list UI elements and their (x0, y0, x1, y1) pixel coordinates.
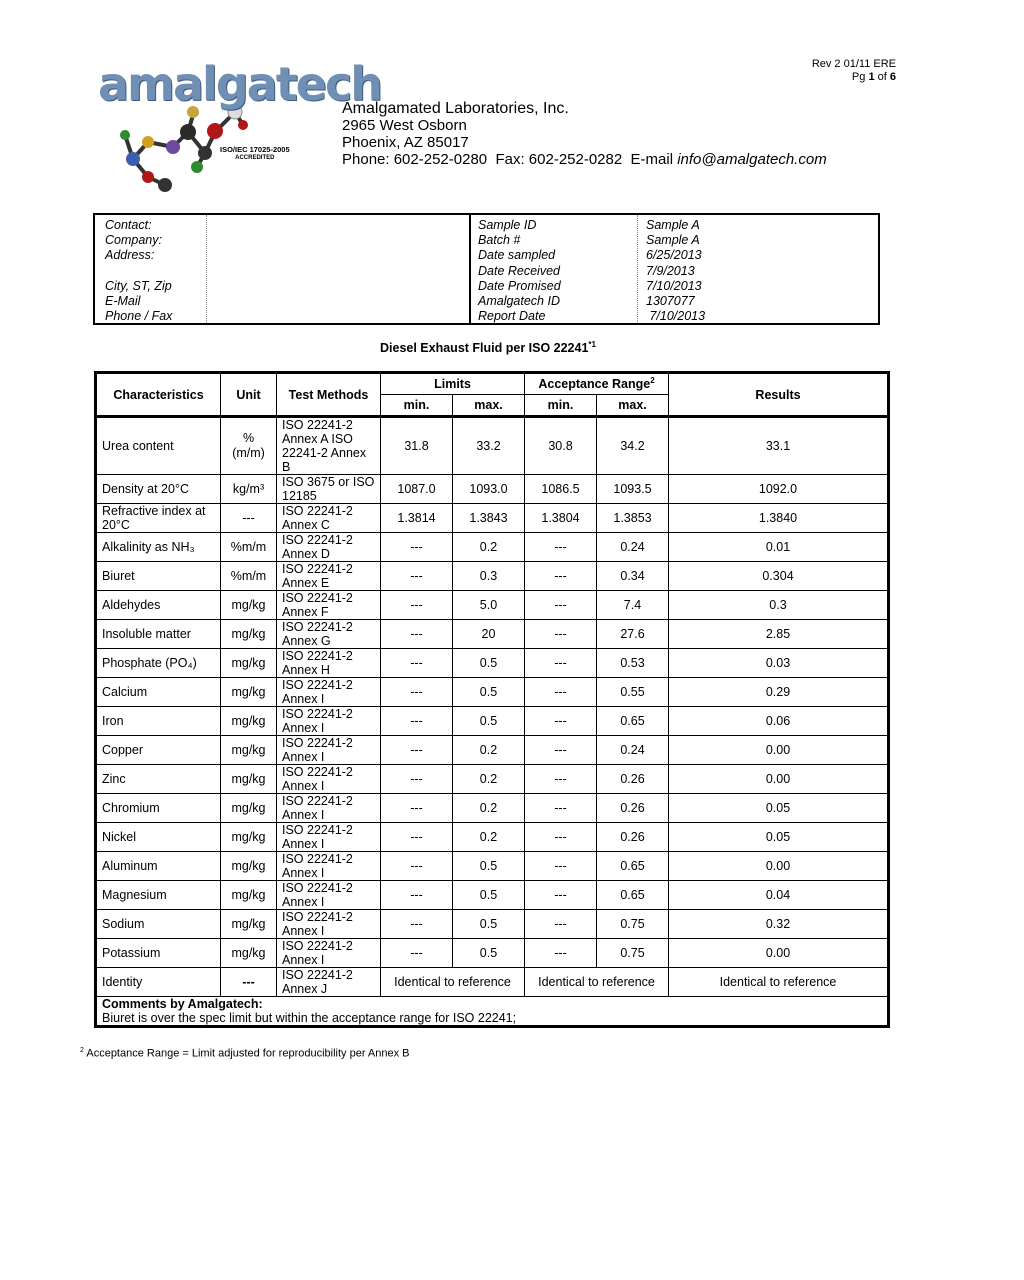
table-row (96, 823, 889, 852)
cell-acceptance-min: --- (525, 852, 597, 881)
cell-method: ISO 22241-2 Annex I (277, 881, 381, 910)
cell-limits: Identical to reference (381, 968, 525, 997)
cell-result: 0.29 (669, 678, 889, 707)
divider (206, 215, 207, 323)
cell-method: ISO 22241-2 Annex I (277, 823, 381, 852)
lab-contact-line: Phone: 602-252-0280 Fax: 602-252-0282 E-mail info@amalgatech.com (342, 151, 827, 168)
cell-unit: % (m/m) (221, 417, 277, 475)
table-header (96, 373, 889, 417)
cell-acceptance-min: 1.3804 (525, 504, 597, 533)
table-row (96, 591, 889, 620)
cell-characteristic: Sodium (96, 910, 221, 939)
cell-limit-min: 1.3814 (381, 504, 453, 533)
cell-result: 0.05 (669, 823, 889, 852)
cell-method: ISO 22241-2 Annex J (277, 968, 381, 997)
cell-acceptance-min: 1086.5 (525, 475, 597, 504)
cell-unit: --- (221, 504, 277, 533)
client-label (105, 264, 205, 279)
col-limits-max: max. (453, 395, 525, 417)
sample-value: 7/10/2013 (646, 309, 706, 324)
cell-acceptance-max: 1.3853 (597, 504, 669, 533)
client-label: Company: (105, 233, 162, 248)
cell-characteristic: Nickel (96, 823, 221, 852)
cell-limit-max: 33.2 (453, 417, 525, 475)
cell-method: ISO 22241-2 Annex A ISO 22241-2 Annex B (277, 417, 381, 475)
cell-limit-min: --- (381, 881, 453, 910)
client-value (213, 309, 463, 324)
cell-method: ISO 22241-2 Annex E (277, 562, 381, 591)
cell-result: 0.04 (669, 881, 889, 910)
cell-limit-min: --- (381, 591, 453, 620)
cell-acceptance-max: 0.24 (597, 533, 669, 562)
cell-result: 0.00 (669, 736, 889, 765)
cell-limit-min: --- (381, 620, 453, 649)
report-title: Diesel Exhaust Fluid per ISO 22241$^{*1}$ (380, 340, 596, 356)
table-row (96, 910, 889, 939)
col-acceptance-min: min. (525, 395, 597, 417)
cell-acceptance-max: 0.53 (597, 649, 669, 678)
cell-limit-min: --- (381, 765, 453, 794)
cell-acceptance-max: 0.24 (597, 736, 669, 765)
cell-result: Identical to reference (669, 968, 889, 997)
table-row (96, 736, 889, 765)
cell-characteristic: Chromium (96, 794, 221, 823)
table-row (96, 620, 889, 649)
cell-limit-max: 0.2 (453, 823, 525, 852)
sample-value: 6/25/2013 (646, 248, 702, 263)
cell-acceptance-min: --- (525, 591, 597, 620)
sample-value: Sample A (646, 218, 700, 232)
cell-unit: %m/m (221, 533, 277, 562)
cell-unit: mg/kg (221, 736, 277, 765)
cell-limit-min: --- (381, 910, 453, 939)
client-value (213, 233, 463, 248)
col-characteristics: Characteristics (96, 373, 221, 417)
cell-characteristic: Magnesium (96, 881, 221, 910)
cell-acceptance-min: --- (525, 794, 597, 823)
cell-result: 0.00 (669, 852, 889, 881)
cell-acceptance-min: --- (525, 881, 597, 910)
cell-result: 0.00 (669, 765, 889, 794)
col-acceptance-max: max. (597, 395, 669, 417)
lab-email-link[interactable]: info@amalgatech.com (677, 151, 827, 168)
footnote: $^2$ Acceptance Range = Limit adjusted for reproducibility per Annex B (80, 1047, 410, 1060)
cell-characteristic: Aluminum (96, 852, 221, 881)
col-test-methods: Test Methods (277, 373, 381, 417)
cell-limit-max: 0.5 (453, 678, 525, 707)
cell-limit-min: --- (381, 707, 453, 736)
table-row (96, 678, 889, 707)
cell-unit: mg/kg (221, 852, 277, 881)
cell-unit: mg/kg (221, 707, 277, 736)
cell-result: 0.01 (669, 533, 889, 562)
cell-limit-min: 1087.0 (381, 475, 453, 504)
cell-acceptance-max: 0.34 (597, 562, 669, 591)
cell-acceptance-max: 27.6 (597, 620, 669, 649)
cell-method: ISO 22241-2 Annex I (277, 678, 381, 707)
cell-method: ISO 22241-2 Annex I (277, 794, 381, 823)
cell-unit: mg/kg (221, 794, 277, 823)
cell-limit-min: --- (381, 736, 453, 765)
cell-result: 0.00 (669, 939, 889, 968)
cell-limit-max: 0.5 (453, 910, 525, 939)
table-row (96, 707, 889, 736)
cell-limit-min: --- (381, 794, 453, 823)
cell-limit-min: --- (381, 533, 453, 562)
sample-label: Date Received (478, 263, 560, 278)
client-label: E-Mail (105, 293, 141, 308)
cell-limit-min: --- (381, 939, 453, 968)
cell-acceptance-max: 0.26 (597, 765, 669, 794)
cell-unit: kg/m³ (221, 475, 277, 504)
cell-limit-min: --- (381, 823, 453, 852)
cell-acceptance-max: 0.26 (597, 794, 669, 823)
comments-cell (96, 997, 889, 1027)
table-row (96, 475, 889, 504)
sample-label: Date sampled (478, 248, 556, 263)
lab-street: 2965 West Osborn (342, 117, 467, 134)
cell-acceptance-min: --- (525, 533, 597, 562)
cell-acceptance-min: --- (525, 939, 597, 968)
cell-result: 1.3840 (669, 504, 889, 533)
cell-limit-max: 0.2 (453, 765, 525, 794)
cell-method: ISO 22241-2 Annex I (277, 910, 381, 939)
cell-limit-max: 0.5 (453, 707, 525, 736)
cell-limit-max: 0.5 (453, 881, 525, 910)
cell-unit: %m/m (221, 562, 277, 591)
cell-acceptance-max: 7.4 (597, 591, 669, 620)
cell-result: 0.06 (669, 707, 889, 736)
table-row (96, 533, 889, 562)
col-limits-min: min. (381, 395, 453, 417)
col-unit: Unit (221, 373, 277, 417)
cell-acceptance-min: --- (525, 678, 597, 707)
cell-result: 0.3 (669, 591, 889, 620)
cell-limit-min: --- (381, 649, 453, 678)
cell-method: ISO 3675 or ISO 12185 (277, 475, 381, 504)
comments-text: Biuret is over the spec limit but within the acceptance range for ISO 22241; (102, 1011, 517, 1025)
cell-characteristic: Potassium (96, 939, 221, 968)
cell-characteristic: Iron (96, 707, 221, 736)
cell-acceptance-min: --- (525, 765, 597, 794)
client-value (213, 279, 463, 294)
client-value (213, 294, 463, 309)
cell-result: 0.03 (669, 649, 889, 678)
cell-method: ISO 22241-2 Annex I (277, 765, 381, 794)
cell-characteristic: Calcium (96, 678, 221, 707)
comments-title: Comments by Amalgatech: (102, 997, 263, 1011)
cell-acceptance-min: --- (525, 910, 597, 939)
cell-method: ISO 22241-2 Annex G (277, 620, 381, 649)
cell-limit-min: --- (381, 562, 453, 591)
lab-address-block (342, 100, 827, 168)
col-results: Results (669, 373, 889, 417)
cell-unit: mg/kg (221, 881, 277, 910)
client-value (213, 248, 463, 263)
cell-limit-min: --- (381, 678, 453, 707)
divider (637, 215, 638, 323)
cell-characteristic: Density at 20°C (96, 475, 221, 504)
revision-block (812, 58, 896, 84)
sample-label: Date Promised (478, 278, 561, 293)
cell-unit: mg/kg (221, 620, 277, 649)
sample-value: 7/9/2013 (646, 263, 695, 278)
cell-result: 0.05 (669, 794, 889, 823)
table-row (96, 881, 889, 910)
cell-limit-max: 0.2 (453, 794, 525, 823)
cell-unit: mg/kg (221, 678, 277, 707)
cell-result: 1092.0 (669, 475, 889, 504)
cell-characteristic: Identity (96, 968, 221, 997)
client-label: Address: (105, 248, 155, 263)
table-row-identity (96, 968, 889, 997)
cell-characteristic: Refractive index at 20°C (96, 504, 221, 533)
cell-acceptance-min: --- (525, 562, 597, 591)
cell-unit: mg/kg (221, 823, 277, 852)
cell-characteristic: Urea content (96, 417, 221, 475)
page-number: Pg 1 of 6 (851, 71, 896, 83)
cell-method: ISO 22241-2 Annex I (277, 939, 381, 968)
cell-method: ISO 22241-2 Annex C (277, 504, 381, 533)
cell-unit: mg/kg (221, 765, 277, 794)
cell-acceptance-min: --- (525, 823, 597, 852)
cell-acceptance-min: --- (525, 736, 597, 765)
col-acceptance-range: Acceptance Range$^2$ (525, 373, 669, 395)
cell-acceptance-min: --- (525, 707, 597, 736)
cell-limit-min: --- (381, 852, 453, 881)
table-body (96, 417, 889, 1027)
cell-acceptance: Identical to reference (525, 968, 669, 997)
cell-characteristic: Zinc (96, 765, 221, 794)
cell-acceptance-max: 0.65 (597, 881, 669, 910)
table-row (96, 794, 889, 823)
results-table (94, 371, 890, 1028)
sample-values (646, 215, 846, 323)
revision-text: Rev 2 01/11 ERE (811, 58, 896, 70)
sample-label: Report Date (478, 309, 546, 324)
client-label: City, ST, Zip (105, 278, 172, 293)
table-row (96, 649, 889, 678)
client-values (213, 215, 463, 323)
lab-city: Phoenix, AZ 85017 (342, 134, 469, 151)
cell-limit-max: 0.5 (453, 852, 525, 881)
cell-unit: mg/kg (221, 939, 277, 968)
cell-limit-max: 0.5 (453, 939, 525, 968)
accreditation-badge: ISO/IEC 17025-2005 ACCREDITED (220, 145, 290, 161)
sample-label: Amalgatech ID (478, 293, 560, 308)
cell-limit-max: 0.2 (453, 533, 525, 562)
client-value (213, 218, 463, 233)
cell-unit: mg/kg (221, 591, 277, 620)
col-limits: Limits (381, 373, 525, 395)
lab-name: Amalgamated Laboratories, Inc. (342, 100, 569, 117)
divider (469, 215, 471, 323)
cell-limit-max: 0.5 (453, 649, 525, 678)
sample-value: 7/10/2013 (646, 278, 702, 293)
sample-label: Batch # (478, 233, 521, 248)
cell-characteristic: Copper (96, 736, 221, 765)
table-row (96, 765, 889, 794)
table-row (96, 852, 889, 881)
table-row (96, 562, 889, 591)
cell-acceptance-min: 30.8 (525, 417, 597, 475)
logo-wordmark: amalgatech (98, 57, 381, 111)
cell-method: ISO 22241-2 Annex D (277, 533, 381, 562)
cell-method: ISO 22241-2 Annex I (277, 852, 381, 881)
info-box (93, 213, 880, 325)
cell-limit-max: 1093.0 (453, 475, 525, 504)
table-row-comments (96, 997, 889, 1027)
cell-limit-min: 31.8 (381, 417, 453, 475)
cell-unit: mg/kg (221, 910, 277, 939)
cell-characteristic: Alkalinity as NH₃ (96, 533, 221, 562)
cell-acceptance-max: 0.55 (597, 678, 669, 707)
table-row (96, 939, 889, 968)
cell-acceptance-max: 1093.5 (597, 475, 669, 504)
cell-result: 0.32 (669, 910, 889, 939)
table-row (96, 417, 889, 475)
cell-acceptance-max: 0.75 (597, 939, 669, 968)
cell-limit-max: 0.3 (453, 562, 525, 591)
cell-acceptance-min: --- (525, 620, 597, 649)
client-labels (105, 215, 205, 323)
cell-characteristic: Insoluble matter (96, 620, 221, 649)
cell-acceptance-max: 34.2 (597, 417, 669, 475)
cell-characteristic: Aldehydes (96, 591, 221, 620)
cell-acceptance-min: --- (525, 649, 597, 678)
cell-result: 33.1 (669, 417, 889, 475)
cell-characteristic: Biuret (96, 562, 221, 591)
client-value (213, 264, 463, 279)
cell-limit-max: 5.0 (453, 591, 525, 620)
cell-acceptance-max: 0.65 (597, 707, 669, 736)
sample-label: Sample ID (478, 218, 537, 232)
company-logo (93, 57, 381, 202)
cell-result: 2.85 (669, 620, 889, 649)
cell-result: 0.304 (669, 562, 889, 591)
cell-limit-max: 20 (453, 620, 525, 649)
sample-labels (478, 215, 633, 323)
table-row (96, 504, 889, 533)
cell-characteristic: Phosphate (PO₄) (96, 649, 221, 678)
client-label: Phone / Fax (105, 309, 173, 324)
cell-method: ISO 22241-2 Annex I (277, 707, 381, 736)
cell-unit: --- (221, 968, 277, 997)
cell-method: ISO 22241-2 Annex F (277, 591, 381, 620)
cell-limit-max: 0.2 (453, 736, 525, 765)
cell-method: ISO 22241-2 Annex H (277, 649, 381, 678)
cell-acceptance-max: 0.75 (597, 910, 669, 939)
cell-unit: mg/kg (221, 649, 277, 678)
cell-acceptance-max: 0.26 (597, 823, 669, 852)
cell-acceptance-max: 0.65 (597, 852, 669, 881)
sample-value: 1307077 (646, 293, 695, 308)
sample-value: Sample A (646, 233, 700, 248)
client-label: Contact: (105, 218, 152, 232)
cell-limit-max: 1.3843 (453, 504, 525, 533)
cell-method: ISO 22241-2 Annex I (277, 736, 381, 765)
